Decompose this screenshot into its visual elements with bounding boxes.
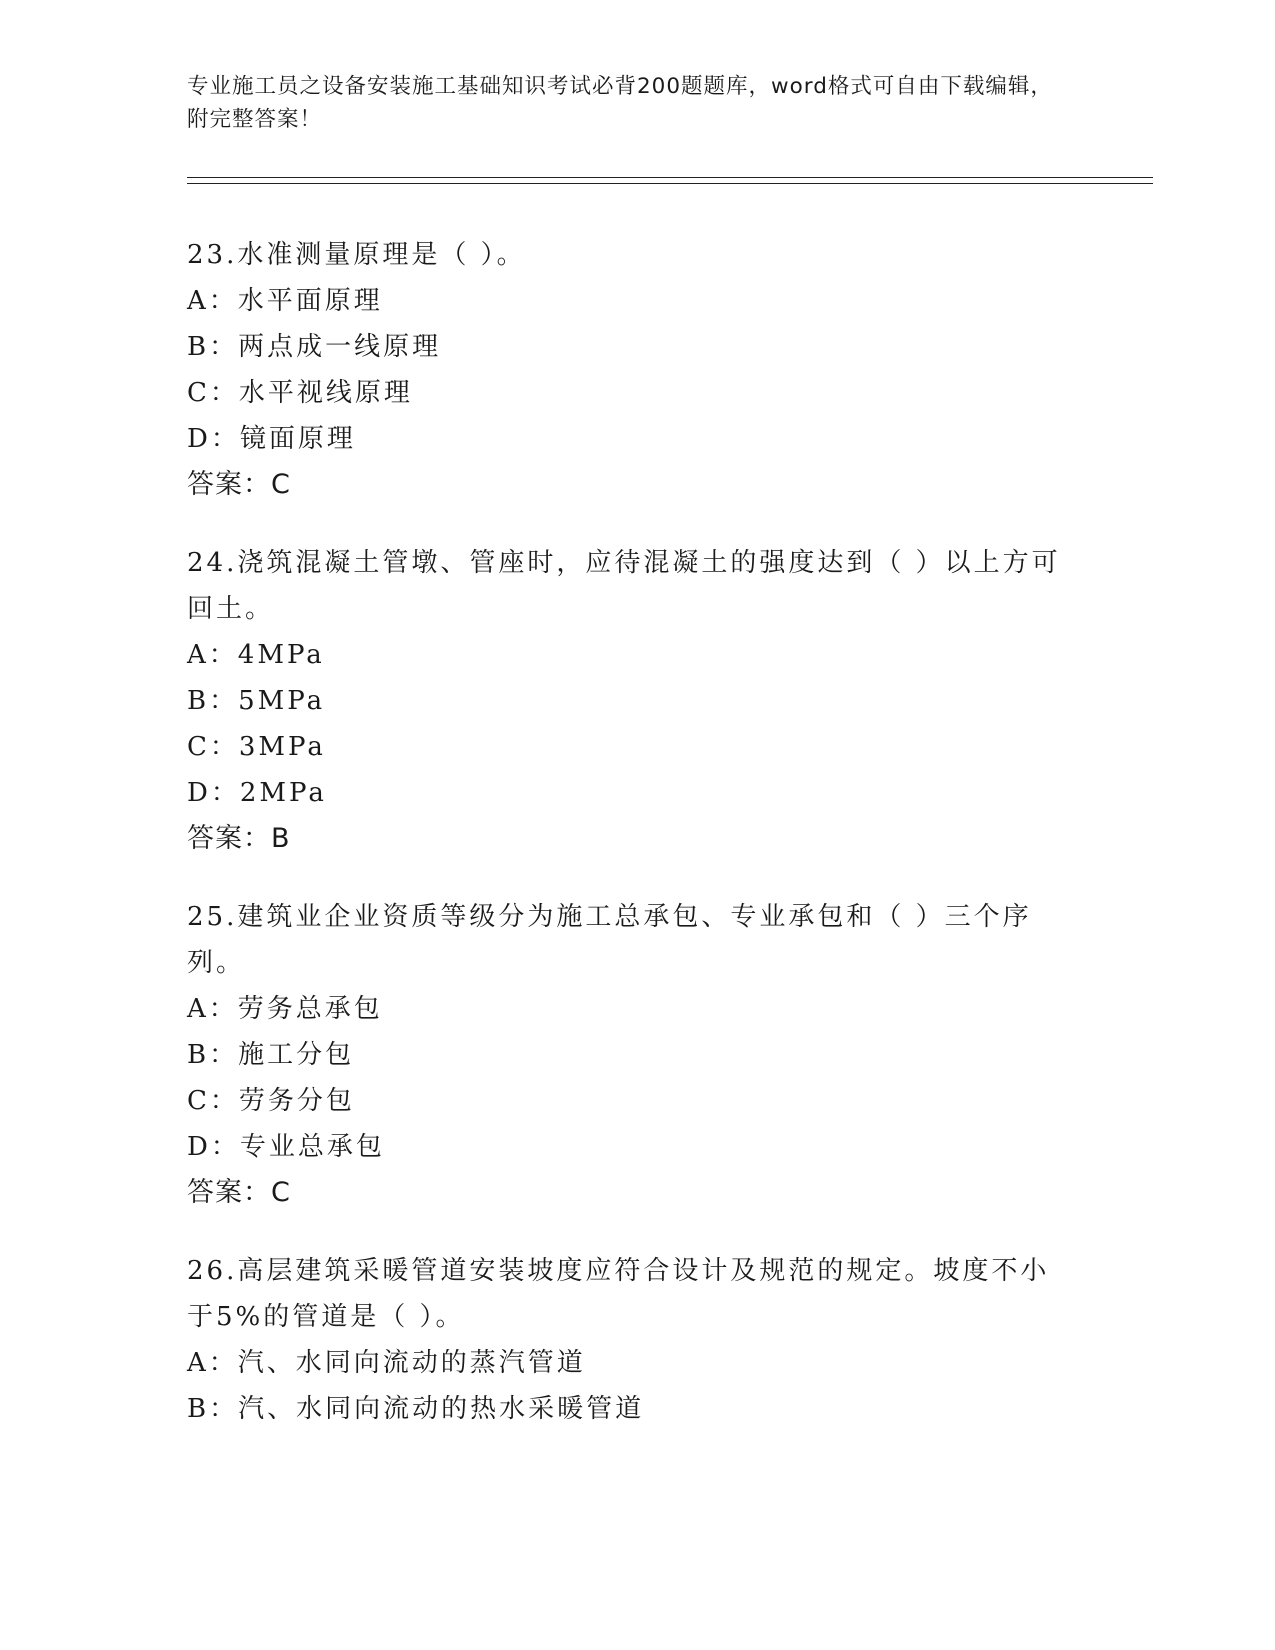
option-a: A：劳务总承包 (187, 994, 383, 1024)
question-stem: 24.浇筑混凝土管墩、管座时，应待混凝土的强度达到（ ）以上方可回土。 (187, 548, 1061, 624)
option-b: B：5MPa (187, 686, 326, 716)
option-b: B：汽、水同向流动的热水采暖管道 (187, 1394, 645, 1424)
question-23 (187, 232, 1067, 508)
option-c: C：3MPa (187, 732, 326, 762)
option-b: B：施工分包 (187, 1040, 355, 1070)
option-d: D：镜面原理 (187, 424, 356, 454)
answer: 答案：C (187, 469, 291, 500)
question-26 (187, 1248, 1067, 1432)
option-d: D：2MPa (187, 778, 327, 808)
option-b: B：两点成一线原理 (187, 332, 442, 362)
question-25 (187, 894, 1067, 1216)
option-a: A：4MPa (187, 640, 325, 670)
option-c: C：水平视线原理 (187, 378, 413, 408)
option-c: C：劳务分包 (187, 1086, 355, 1116)
question-list (187, 232, 1067, 1464)
option-d: D：专业总承包 (187, 1132, 385, 1162)
header-divider-bottom (187, 183, 1153, 184)
question-24 (187, 540, 1067, 862)
question-stem: 23.水准测量原理是（ ）。 (187, 240, 526, 270)
question-stem: 26.高层建筑采暖管道安装坡度应符合设计及规范的规定。坡度不小于5%的管道是（ ）。 (187, 1256, 1050, 1332)
question-stem: 25.建筑业企业资质等级分为施工总承包、专业承包和（ ）三个序列。 (187, 902, 1032, 978)
option-a: A：汽、水同向流动的蒸汽管道 (187, 1348, 586, 1378)
header-divider-top (187, 177, 1153, 178)
answer: 答案：C (187, 1177, 291, 1208)
answer: 答案：B (187, 823, 291, 854)
document-header: 专业施工员之设备安装施工基础知识考试必背200题题库，word格式可自由下载编辑，附完整答案！ (187, 74, 1053, 132)
option-a: A：水平面原理 (187, 286, 383, 316)
